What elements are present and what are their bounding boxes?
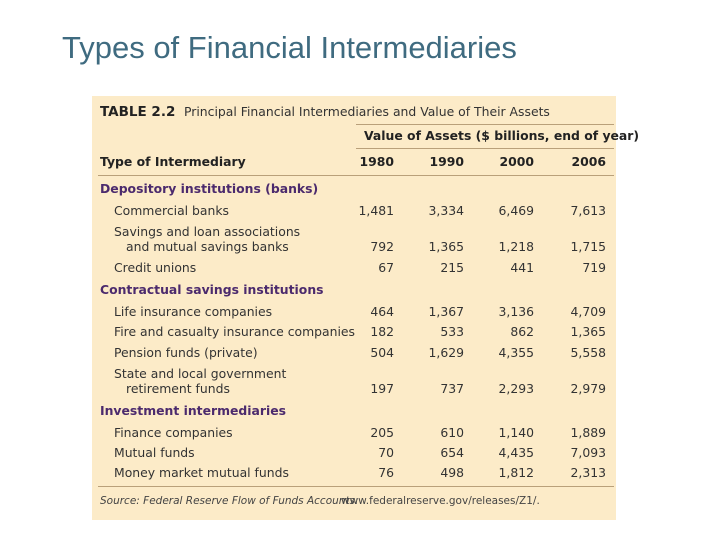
value-1980: 792	[370, 239, 394, 254]
value-2000: 3,136	[498, 304, 534, 319]
value-1980: 464	[370, 304, 394, 319]
row-label: Finance companies	[114, 425, 233, 440]
row-label: Mutual funds	[114, 445, 195, 460]
table-row-line1	[92, 366, 616, 382]
value-2006: 5,558	[570, 345, 606, 360]
value-1990: 215	[440, 260, 464, 275]
value-1990: 3,334	[428, 203, 464, 218]
value-2000: 4,435	[498, 445, 534, 460]
section-contractual: Contractual savings institutions	[100, 282, 324, 297]
value-1980: 76	[378, 465, 394, 480]
value-1990: 1,365	[428, 239, 464, 254]
slide-title: Types of Financial Intermediaries	[62, 30, 517, 65]
source-link[interactable]: www.federalreserve.gov/releases/Z1/.	[341, 495, 540, 507]
year-2000-header: 2000	[499, 154, 534, 169]
table-row-line1	[92, 224, 616, 240]
value-2000: 1,218	[498, 239, 534, 254]
table-row	[92, 425, 616, 441]
value-2006: 1,365	[570, 324, 606, 339]
row-label: Fire and casualty insurance companies	[114, 324, 355, 339]
value-1990: 737	[440, 381, 464, 396]
value-1990: 533	[440, 324, 464, 339]
value-2000: 1,140	[498, 425, 534, 440]
caption-rule	[356, 124, 614, 125]
table-caption-text: Principal Financial Intermediaries and Value of Their Assets	[184, 104, 550, 119]
table-row	[92, 260, 616, 276]
value-2000: 1,812	[498, 465, 534, 480]
section-investment: Investment intermediaries	[100, 403, 287, 418]
value-2000: 4,355	[498, 345, 534, 360]
value-2000: 2,293	[498, 381, 534, 396]
value-2006: 719	[582, 260, 606, 275]
value-heading-rule	[356, 148, 614, 149]
value-2006: 7,093	[570, 445, 606, 460]
row-label-continued: retirement funds	[126, 381, 230, 396]
section-heading	[92, 282, 616, 298]
row-label: Credit unions	[114, 260, 197, 275]
section-depository: Depository institutions (banks)	[100, 181, 319, 196]
column-header-row	[92, 154, 616, 170]
table-row	[92, 239, 616, 255]
value-1980: 197	[370, 381, 394, 396]
table-caption	[92, 104, 616, 120]
year-2006-header: 2006	[571, 154, 606, 169]
row-label: Commercial banks	[114, 203, 229, 218]
table-row	[92, 465, 616, 481]
value-2000: 6,469	[498, 203, 534, 218]
table-row	[92, 445, 616, 461]
value-1990: 610	[440, 425, 464, 440]
table-row	[92, 203, 616, 219]
value-1990: 1,629	[428, 345, 464, 360]
value-2006: 1,715	[570, 239, 606, 254]
table-row	[92, 381, 616, 397]
value-1980: 205	[370, 425, 394, 440]
section-heading	[92, 403, 616, 419]
table-number: TABLE 2.2	[100, 104, 176, 120]
row-label: Money market mutual funds	[114, 465, 289, 480]
row-label: Savings and loan associations	[114, 224, 301, 239]
section-heading	[92, 181, 616, 197]
value-heading-row	[92, 128, 640, 144]
value-1980: 182	[370, 324, 394, 339]
table-row	[92, 345, 616, 361]
year-1980-header: 1980	[359, 154, 394, 169]
row-label-continued: and mutual savings banks	[126, 239, 289, 254]
value-2006: 2,313	[570, 465, 606, 480]
value-1980: 67	[378, 260, 394, 275]
footer-rule	[98, 486, 614, 487]
value-2006: 2,979	[570, 381, 606, 396]
value-2000: 441	[510, 260, 534, 275]
row-label: State and local government	[114, 366, 287, 381]
table-row	[92, 324, 616, 340]
row-label: Life insurance companies	[114, 304, 273, 319]
table-row	[92, 304, 616, 320]
value-1980: 1,481	[358, 203, 394, 218]
value-1990: 1,367	[428, 304, 464, 319]
value-1990: 654	[440, 445, 464, 460]
source-note	[92, 493, 616, 509]
value-2006: 7,613	[570, 203, 606, 218]
value-2000: 862	[510, 324, 534, 339]
value-1980: 504	[370, 345, 394, 360]
header-rule	[98, 175, 614, 176]
financial-intermediaries-table	[92, 96, 640, 520]
value-2006: 1,889	[570, 425, 606, 440]
value-1980: 70	[378, 445, 394, 460]
value-1990: 498	[440, 465, 464, 480]
type-heading: Type of Intermediary	[100, 154, 246, 169]
source-label: Source: Federal Reserve Flow of Funds Accounts:	[100, 495, 359, 507]
value-heading: Value of Assets ($ billions, end of year)	[364, 128, 640, 143]
value-2006: 4,709	[570, 304, 606, 319]
year-1990-header: 1990	[429, 154, 464, 169]
row-label: Pension funds (private)	[114, 345, 258, 360]
